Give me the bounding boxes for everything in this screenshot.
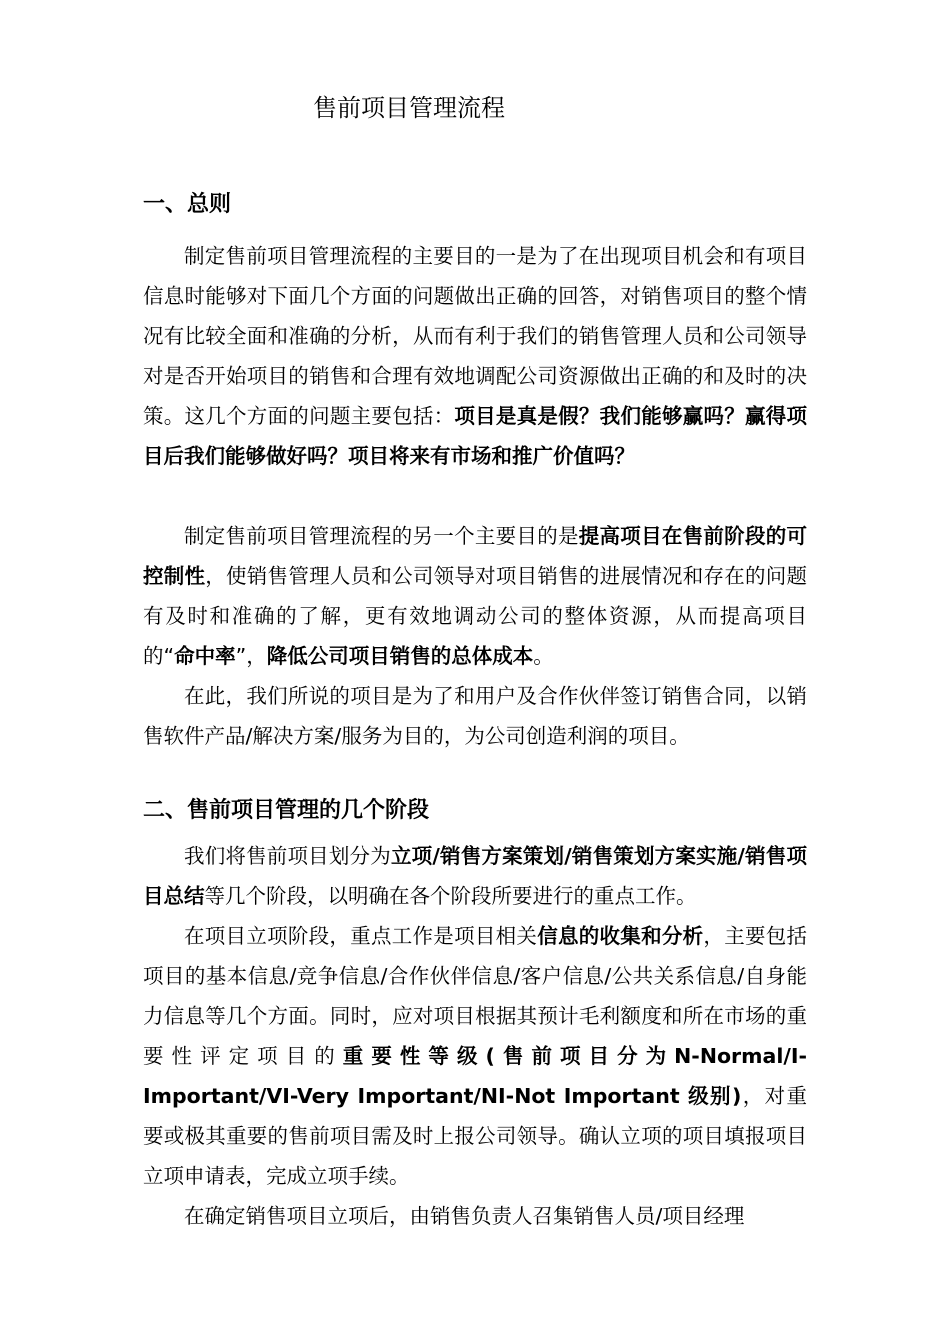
- paragraph-text: 制定售前项目管理流程的主要目的一是为了在出现项目机会和有项目信息时能够对下面几个方面的问题做出正确的回答，对销售项目的整个情况有比较全面和准确的分析，从而有利于我们的销售管理人员和公司领导对是否开始项目的销售和合理有效地调配公司资源做出正确的和及时的决策。这几个方面的问题主要包括：: [143, 244, 807, 428]
- section-heading-stages: 二、售前项目管理的几个阶段: [143, 798, 430, 823]
- paragraph-text: ，对重要或极其重要的售前项目需及时上报公司领导。确认立项的项目填报项目立项申请表，完成立项手续。: [143, 1084, 807, 1188]
- paragraph-bold-text: 立项/销售方案策划/销售策划方案实施/销售项目总结: [143, 844, 807, 908]
- paragraph-text: 等几个阶段，以明确在各个阶段所要进行的重点工作。: [204, 884, 697, 908]
- paragraph-bold-text: 项目是真是假？我们能够赢吗？赢得项目后我们能够做好吗？项目将来有市场和推广价值吗？: [143, 404, 808, 468]
- paragraph-bold-text: 重要性等级(售前项目分为N-Normal/I-Important/VI-Very Important/NI-Not Important 级别): [143, 1044, 808, 1108]
- paragraph-project-definition: [143, 676, 807, 756]
- paragraph-purpose-one: [143, 236, 807, 476]
- paragraph-initiation-stage: [143, 916, 807, 1196]
- paragraph-text: 制定售前项目管理流程的另一个主要目的是: [184, 524, 579, 548]
- paragraph-stage-division: [143, 836, 807, 916]
- paragraph-text: 在此，我们所说的项目是为了和用户及合作伙伴签订销售合同，以销售软件产品/解决方案/服务为目的，为公司创造利润的项目。: [143, 684, 807, 748]
- paragraph-text: 。: [533, 644, 554, 668]
- paragraph-text: 在项目立项阶段，重点工作是项目相关: [184, 924, 538, 948]
- paragraph-text: ”，: [235, 644, 267, 668]
- paragraph-text: 我们将售前项目划分为: [184, 844, 391, 868]
- paragraph-text: ，使销售管理人员和公司领导对项目销售的进展情况和存在的问题有及时和准确的了解，更有效地调动公司的整体资源，从而提高项目的“: [143, 564, 808, 668]
- paragraph-bold-text: 降低公司项目销售的总体成本: [266, 644, 534, 668]
- paragraph-bold-text: 提高项目在售前阶段的可控制性: [143, 524, 808, 588]
- paragraph-bold-text: 命中率: [174, 644, 236, 668]
- paragraph-text: 在确定销售项目立项后，由销售负责人召集销售人员/项目经理: [184, 1204, 745, 1228]
- paragraph-purpose-two: [143, 516, 807, 676]
- paragraph-bold-text: 信息的收集和分析: [537, 924, 704, 948]
- paragraph-after-initiation: [143, 1196, 807, 1236]
- paragraph-text: ，主要包括项目的基本信息/竞争信息/合作伙伴信息/客户信息/公共关系信息/自身能力信息等几个方面。同时，应对项目根据其预计毛利额度和所在市场的重要性评定项目的: [143, 924, 808, 1068]
- section-heading-general: 一、总则: [143, 192, 232, 217]
- page-title: 售前项目管理流程: [313, 94, 505, 122]
